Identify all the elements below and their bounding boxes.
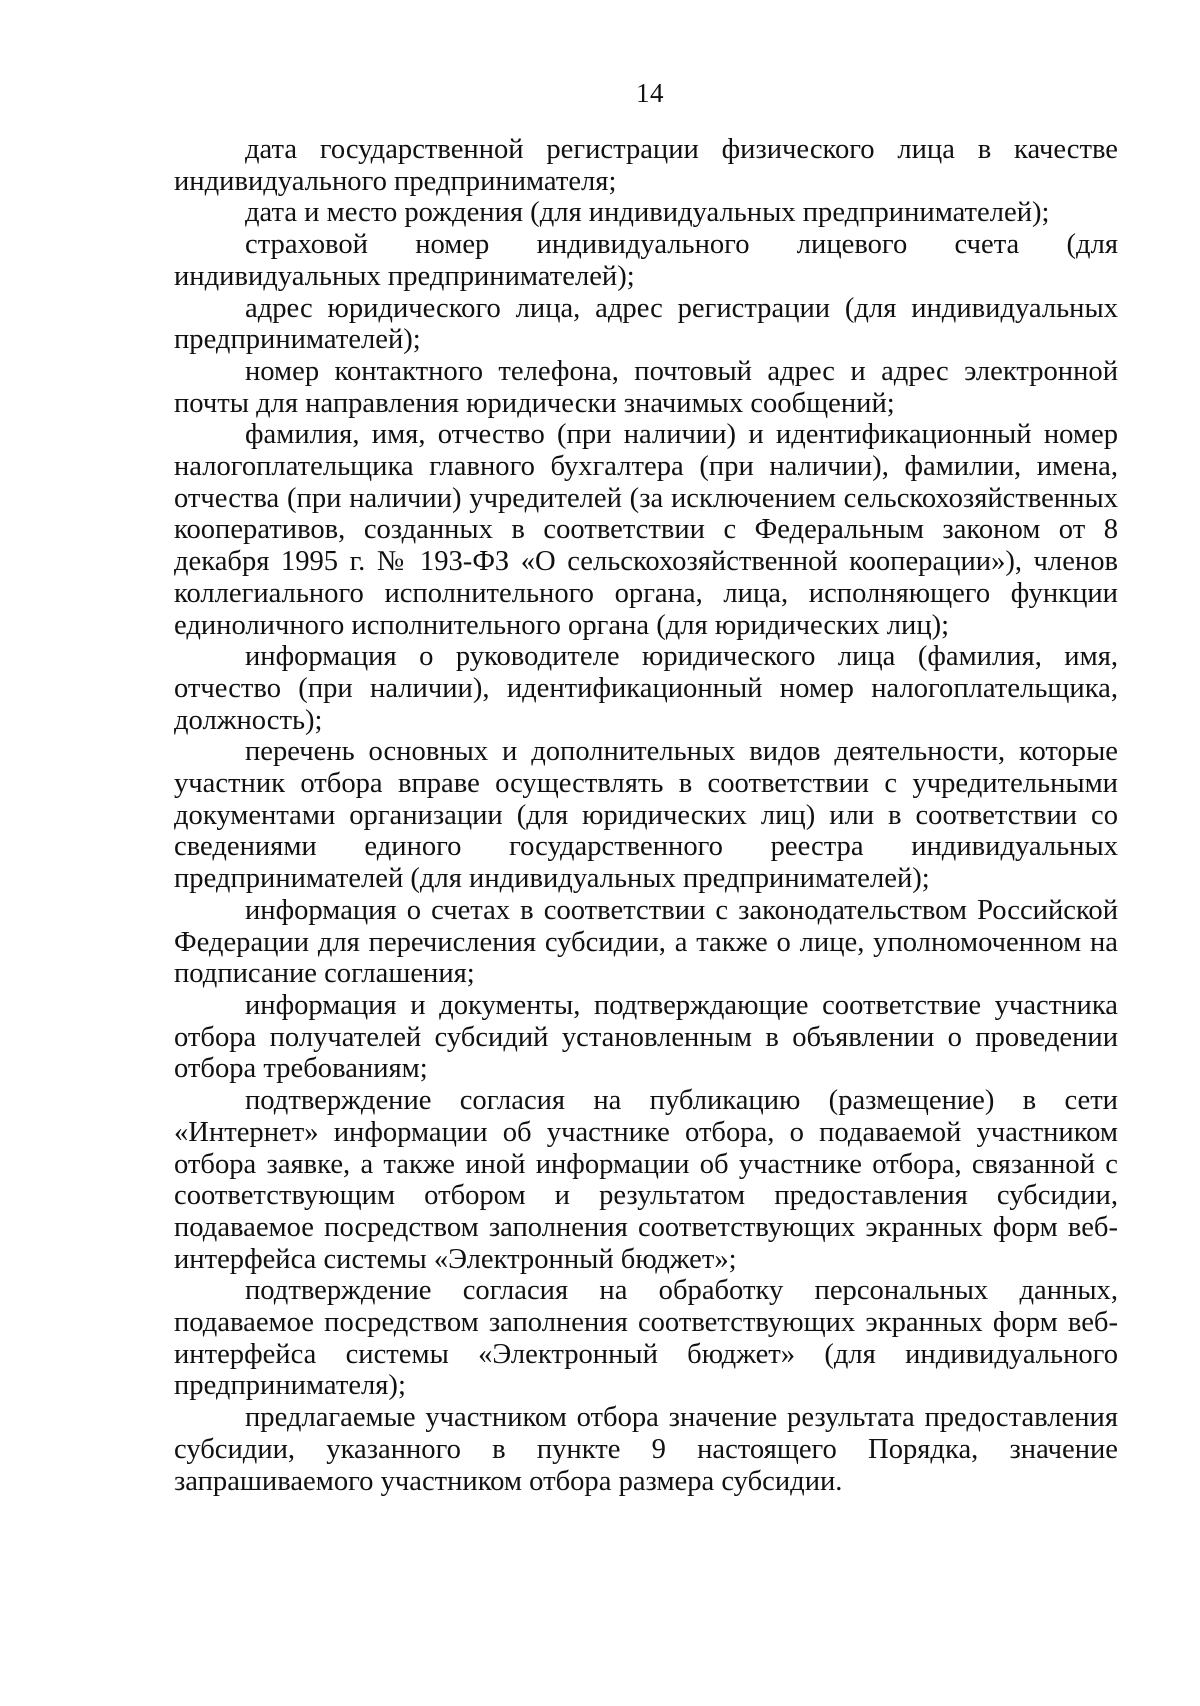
paragraph-bank-accounts: информация о счетах в соответствии с законодательством Российской Федерации для перечисления субсидии, а также о лице, уполномоченном на подписание соглашения; [174,894,1118,990]
page-number: 14 [636,78,664,108]
paragraph-registration-date: дата государственной регистрации физического лица в качестве индивидуального предпринимателя; [174,134,1118,197]
paragraph-head-of-entity: информация о руководителе юридического лица (фамилия, имя, отчество (при наличии), идентификационный номер налогоплательщика, должность); [174,641,1118,736]
paragraph-compliance-documents: информация и документы, подтверждающие соответствие участника отбора получателей субсидий установленным в объявлении о проведении отбора требованиям; [174,989,1118,1085]
paragraph-birth-date-place: дата и место рождения (для индивидуальных предпринимателей); [245,197,1050,229]
paragraph-chief-accountant-founders: фамилия, имя, отчество (при наличии) и идентификационный номер налогоплательщика главного бухгалтера (при наличии), фамилии, имена, отчества (при наличии) учредителей (за исключением сельскохозяйственных кооперативов, созданных в соответствии с Федеральным законом от 8 декабря 1995 г. № 193-ФЗ «О сельскохозяйственной кооперации»), членов коллегиального исполнительного органа, лица, исполняющего функции единоличного исполнительного органа (для юридических лиц); [174,419,1118,641]
paragraph-legal-address: адрес юридического лица, адрес регистрации (для индивидуальных предпринимателей); [174,292,1118,356]
paragraph-insurance-number: страховой номер индивидуального лицевого счета (для индивидуальных предпринимателей); [174,229,1118,292]
document-body [174,134,1118,1497]
paragraph-proposed-result: предлагаемые участником отбора значение результата предоставления субсидии, указанного в пункте 9 настоящего Порядка, значение запрашиваемого участником отбора размера субсидии. [174,1402,1118,1497]
paragraph-activities-list: перечень основных и дополнительных видов деятельности, которые участник отбора вправе осуществлять в соответствии с учредительными документами организации (для юридических лиц) или в соответствии со сведениями единого государственного реестра индивидуальных предпринимателей (для индивидуальных предпринимателей); [174,736,1118,895]
paragraph-personal-data-consent: подтверждение согласия на обработку персональных данных, подаваемое посредством заполнения соответствующих экранных форм веб-интерфейса системы «Электронный бюджет» (для индивидуального предпринимателя); [174,1275,1118,1402]
paragraph-publication-consent: подтверждение согласия на публикацию (размещение) в сети «Интернет» информации об участнике отбора, о подаваемой участником отбора заявке, а также иной информации об участнике отбора, связанной с соответствующим отбором и результатом предоставления субсидии, подаваемое посредством заполнения соответствующих экранных форм веб-интерфейса системы «Электронный бюджет»; [174,1085,1118,1275]
paragraph-contact-details: номер контактного телефона, почтовый адрес и адрес электронной почты для направления юридически значимых сообщений; [174,355,1118,419]
